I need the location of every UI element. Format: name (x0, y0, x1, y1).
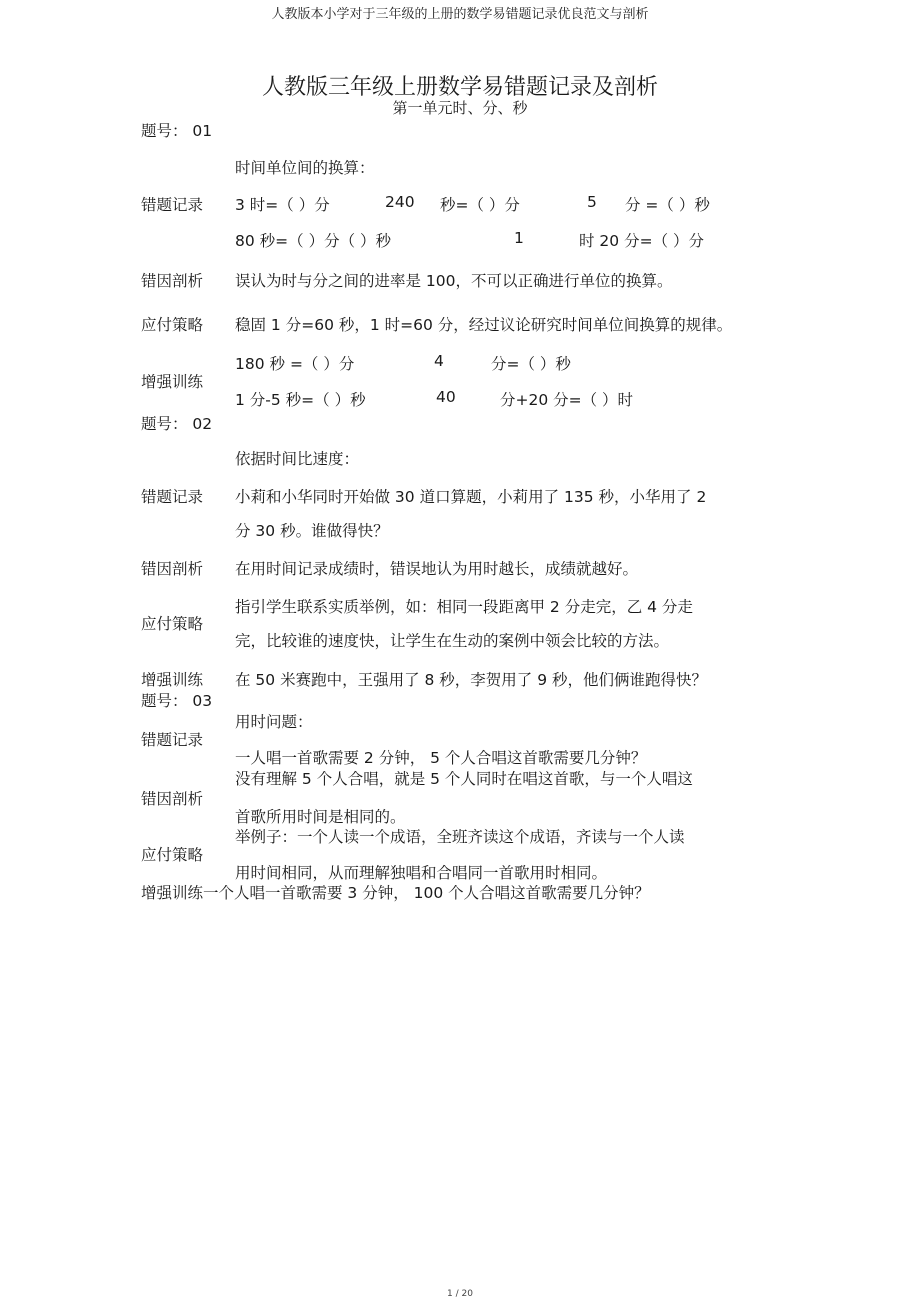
q1-strategy: 稳固 1 分=60 秒，1 时=60 分，经过议论研究时间单位间换算的规律。 (235, 316, 733, 334)
q2-strategy-line: 完，比较谁的速度快，让学生在生动的案例中领会比较的方法。 (235, 632, 670, 650)
q1-number: 题号： 01 (141, 122, 213, 140)
q2-training-label: 增强训练 (141, 671, 204, 689)
q1-training-cell: 180 秒 =（ ）分 (235, 355, 355, 373)
q1-intro: 时间单位间的换算： (235, 159, 375, 177)
q3-cause-line: 没有理解 5 个人合唱，就是 5 个人同时在唱这首歌，与一个人唱这 (235, 770, 693, 788)
q3-strategy-line: 用时间相同，从而理解独唱和合唱同一首歌用时相同。 (235, 864, 608, 882)
q1-training-cell: 40 (436, 388, 456, 406)
q3-record: 一人唱一首歌需要 2 分钟， 5 个人合唱这首歌需要几分钟？ (235, 749, 647, 767)
page-title: 人教版三年级上册数学易错题记录及剖析 (261, 75, 658, 100)
q2-record-line: 分 30 秒。谁做得快？ (235, 522, 389, 540)
q2-record-label: 错题记录 (141, 488, 204, 506)
q2-number: 题号： 02 (141, 415, 213, 433)
q1-record-cell: 80 秒=（ ）分（ ）秒 (235, 232, 391, 250)
q1-record-cell: 分 =（ ）秒 (625, 196, 710, 214)
q3-record-label: 错题记录 (141, 731, 204, 749)
q1-strategy-label: 应付策略 (141, 316, 204, 334)
q1-record-label: 错题记录 (141, 196, 204, 214)
q2-intro: 依据时间比速度： (235, 450, 360, 468)
q3-intro: 用时问题： (235, 713, 313, 731)
q2-strategy-label: 应付策略 (141, 615, 204, 633)
q2-record-line: 小莉和小华同时开始做 30 道口算题，小莉用了 135 秒，小华用了 2 (235, 488, 707, 506)
q2-strategy-line: 指引学生联系实质举例，如：相同一段距离甲 2 分走完，乙 4 分走 (235, 598, 693, 616)
q1-record-cell: 时 20 分=（ ）分 (579, 232, 704, 250)
q1-record-cell: 1 (514, 229, 524, 247)
q1-training-cell: 分+20 分=（ ）时 (500, 391, 634, 409)
q1-cause-label: 错因剖析 (141, 272, 204, 290)
q3-cause-label: 错因剖析 (141, 790, 204, 808)
q1-record-cell: 240 (385, 193, 415, 211)
q3-strategy-line: 举例子：一个人读一个成语，全班齐读这个成语，齐读与一个人读 (235, 828, 685, 846)
q1-record-cell: 5 (587, 193, 597, 211)
q3-strategy-label: 应付策略 (141, 846, 204, 864)
q2-cause: 在用时间记录成绩时，错误地认为用时越长，成绩就越好。 (235, 560, 639, 578)
q1-record-cell: 3 时=（ ）分 (235, 196, 330, 214)
q1-record-cell: 秒=（ ）分 (440, 196, 520, 214)
q1-cause: 误认为时与分之间的进率是 100，不可以正确进行单位的换算。 (235, 272, 673, 290)
q1-training-cell: 分=（ ）秒 (491, 355, 571, 373)
q2-cause-label: 错因剖析 (141, 560, 204, 578)
q1-training-cell: 1 分-5 秒=（ ）秒 (235, 391, 366, 409)
page-subtitle: 第一单元时、分、秒 (392, 99, 528, 117)
q1-training-cell: 4 (434, 352, 444, 370)
q2-training: 在 50 米赛跑中，王强用了 8 秒，李贺用了 9 秒，他们俩谁跑得快？ (235, 671, 708, 689)
q3-number: 题号： 03 (141, 692, 213, 710)
q1-training-label: 增强训练 (141, 373, 204, 391)
q3-cause-line: 首歌所用时间是相同的。 (235, 808, 406, 826)
q3-training: 增强训练一个人唱一首歌需要 3 分钟， 100 个人合唱这首歌需要几分钟？ (141, 884, 650, 902)
document-header: 人教版本小学对于三年级的上册的数学易错题记录优良范文与剖析 (271, 7, 649, 22)
page-number: 1 / 20 (447, 1289, 473, 1299)
